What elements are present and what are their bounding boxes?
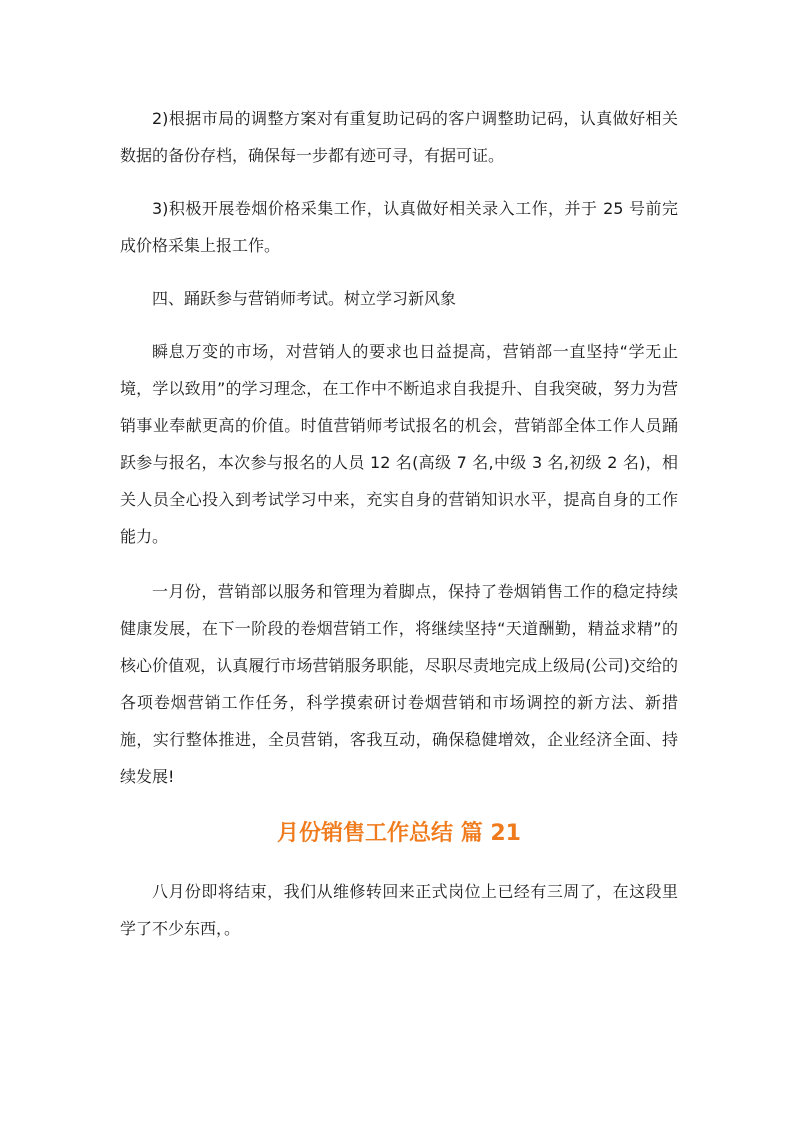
section-heading: 月份销售工作总结 篇 21 [277, 821, 521, 846]
paragraph-mnemonic-code-adjustment: 2)根据市局的调整方案对有重复助记码的客户调整助记码，认真做好相关数据的备份存档，确保每一步都有迹可寻，有据可证。 [120, 109, 678, 165]
paragraph-january-summary: 一月份，营销部以服务和管理为着脚点，保持了卷烟销售工作的稳定持续健康发展，在下一阶段的卷烟营销工作，将继续坚持“天道酬勤，精益求精”的核心价值观，认真履行市场营销服务职能，尽职尽责地完成上级局(公司)交给的各项卷烟营销工作任务，科学摸索研讨卷烟营销和市场调控的新方法、新措施，实行整体推进，全员营销，客我互动，确保稳健增效，企业经济全面、持续发展! [120, 582, 678, 786]
paragraph-exam-section-title: 四、踊跃参与营销师考试。树立学习新风象 [152, 289, 457, 308]
paragraph-august-intro: 八月份即将结束，我们从维修转回来正式岗位上已经有三周了，在这段里学了不少东西，。 [120, 882, 678, 938]
document-content [120, 100, 678, 947]
paragraph-price-collection: 3)积极开展卷烟价格采集工作，认真做好相关录入工作，并于 25 号前完成价格采集上报工作。 [120, 199, 678, 255]
paragraph-marketing-exam: 瞬息万变的市场，对营销人的要求也日益提高，营销部一直坚持“学无止境，学以致用”的学习理念，在工作中不断追求自我提升、自我突破，努力为营销事业奉献更高的价值。时值营销师考试报名的机会，营销部全体工作人员踊跃参与报名，本次参与报名的人员 12 名(高级 7 名,中级 3 名,初级 2 名)，相关人员全心投入到考试学习中来，充实自身的营销知识水平，提高自身的工作能力。 [120, 342, 678, 546]
